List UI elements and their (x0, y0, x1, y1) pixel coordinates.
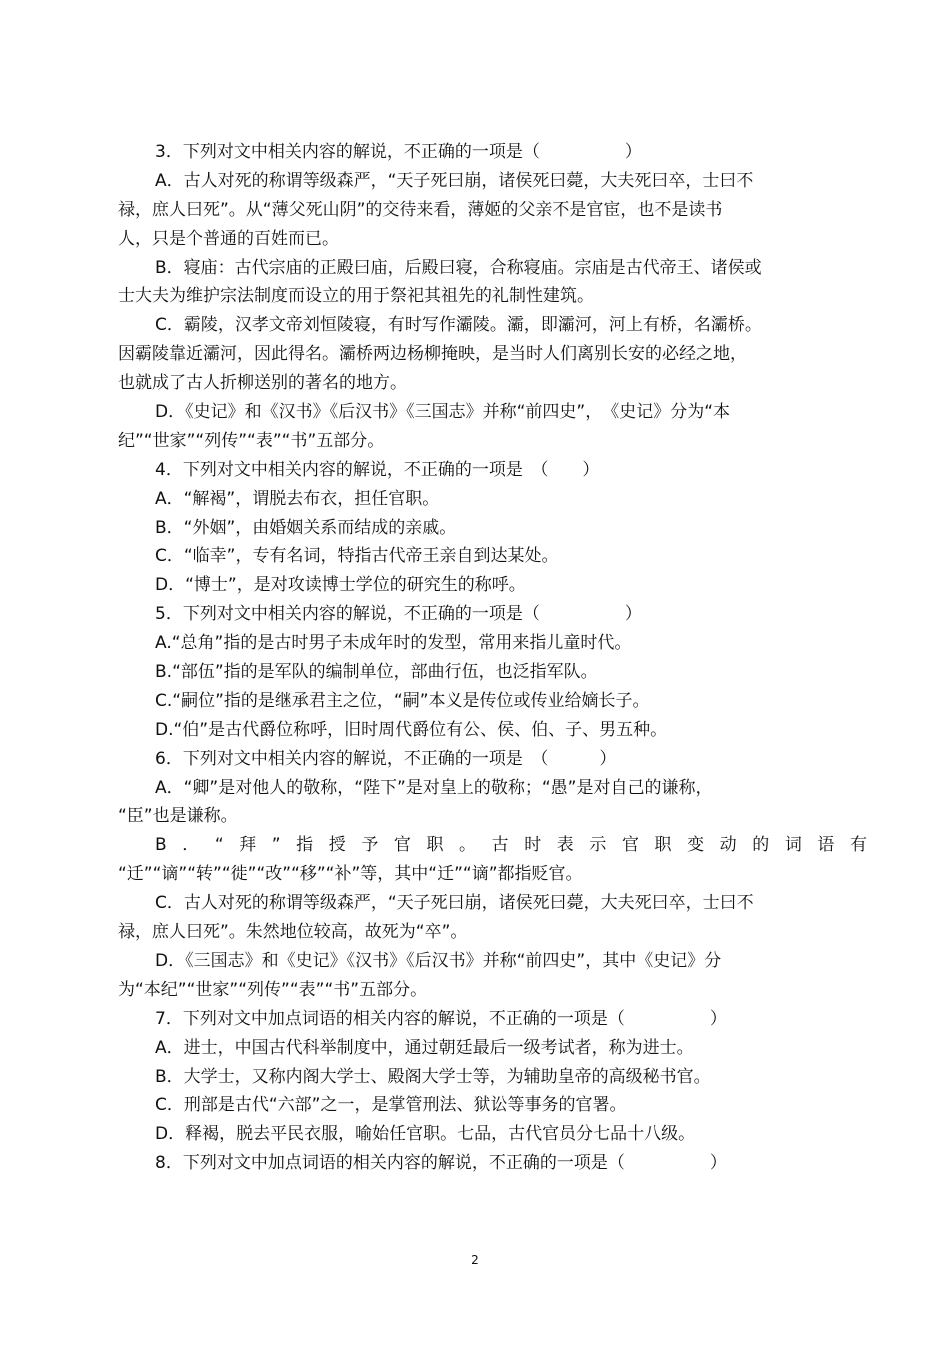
question-4-stem: 4．下列对文中相关内容的解说，不正确的一项是 （ ） (155, 459, 600, 480)
question-7-option-c: C．刑部是古代“六部”之一，是掌管刑法、狱讼等事务的官署。 (155, 1095, 627, 1116)
question-3-option-d-cont: 纪”“世家”“列传”“表”“书”五部分。 (118, 430, 385, 451)
question-8-stem: 8．下列对文中加点词语的相关内容的解说，不正确的一项是（ ） (155, 1153, 727, 1174)
question-6-option-c: C．古人对死的称谓等级森严，“天子死曰崩，诸侯死曰薨，大夫死曰卒，士曰不 (155, 893, 754, 914)
question-7-stem: 7．下列对文中加点词语的相关内容的解说，不正确的一项是（ ） (155, 1008, 727, 1029)
question-3-option-a-cont: 禄，庶人曰死”。从“薄父死山阴”的交待来看，薄姬的父亲不是官宦，也不是读书 (118, 199, 723, 220)
question-4-option-c: C．“临幸”，专有名词，特指古代帝王亲自到达某处。 (155, 546, 559, 567)
question-6-option-c-cont: 禄，庶人曰死”。朱然地位较高，故死为“卒”。 (118, 922, 468, 943)
question-6-option-d: D．《三国志》和《史记》《汉书》《后汉书》并称“前四史”，其中《史记》分 (155, 950, 722, 971)
question-6-option-a: A．“卿”是对他人的敬称，“陛下”是对皇上的敬称；“愚”是对自己的谦称， (155, 777, 713, 798)
question-5-option-d: D.“伯”是古代爵位称呼，旧时周代爵位有公、侯、伯、子、男五种。 (155, 719, 668, 740)
question-7-option-b: B．大学士，又称内阁大学士、殿阁大学士等，为辅助皇帝的高级秘书官。 (155, 1066, 711, 1087)
question-3-option-a-cont: 人，只是个普通的百姓而已。 (118, 228, 339, 249)
question-text-body (118, 138, 867, 1178)
question-3-option-a: A．古人对死的称谓等级森严，“天子死曰崩，诸侯死曰薨，大夫死曰卒，士曰不 (155, 170, 754, 191)
question-7-option-d: D．释褐，脱去平民衣服，喻始任官职。七品，古代官员分七品十八级。 (155, 1124, 696, 1145)
question-4-option-a: A．“解褐”，谓脱去布衣，担任官职。 (155, 488, 440, 509)
question-6-stem: 6．下列对文中相关内容的解说，不正确的一项是 （ ） (155, 748, 617, 769)
question-6-option-b: B．“拜”指授予官职。古时表示官职变动的词语有 (155, 835, 867, 856)
question-5-option-c: C.“嗣位”指的是继承君主之位，“嗣”本义是传位或传业给嫡长子。 (155, 690, 650, 711)
question-6-option-d-cont: 为“本纪”“世家”“列传”“表”“书”五部分。 (118, 979, 428, 1000)
question-3-option-c-cont: 也就成了古人折柳送别的著名的地方。 (118, 373, 407, 394)
question-4-option-d: D．“博士”，是对攻读博士学位的研究生的称呼。 (155, 575, 526, 596)
question-3-option-b: B．寝庙：古代宗庙的正殿曰庙，后殿曰寝，合称寝庙。宗庙是古代帝王、诸侯或 (155, 257, 762, 278)
question-5-option-b: B.“部伍”指的是军队的编制单位，部曲行伍，也泛指军队。 (155, 662, 598, 683)
question-3-option-c: C．霸陵，汉孝文帝刘恒陵寝，有时写作灞陵。灞，即灞河，河上有桥，名灞桥。 (155, 315, 762, 336)
question-3-option-c-cont: 因霸陵靠近灞河，因此得名。灞桥两边杨柳掩映，是当时人们离别长安的必经之地， (118, 344, 747, 365)
question-4-option-b: B．“外姻”，由婚姻关系而结成的亲戚。 (155, 517, 457, 538)
question-6-option-b-cont: “迁”“谪”“转”“徙”“改”“移”“补”等，其中“迁”“谪”都指贬官。 (118, 864, 583, 885)
question-5-option-a: A.“总角”指的是古时男子未成年时的发型，常用来指儿童时代。 (155, 633, 632, 654)
question-7-option-a: A．进士，中国古代科举制度中，通过朝廷最后一级考试者，称为进士。 (155, 1037, 694, 1058)
question-6-option-a-cont: “臣”也是谦称。 (118, 806, 238, 827)
question-3-option-d: D．《史记》和《汉书》《后汉书》《三国志》并称“前四史”， 《史记》分为“本 (155, 402, 731, 423)
question-5-stem: 5．下列对文中相关内容的解说，不正确的一项是（ ） (155, 604, 642, 625)
question-3-stem: 3．下列对文中相关内容的解说，不正确的一项是（ ） (155, 142, 642, 162)
page-number: 2 (471, 1253, 479, 1267)
question-3-option-b-cont: 士大夫为维护宗法制度而设立的用于祭祀其祖先的礼制性建筑。 (118, 286, 594, 307)
